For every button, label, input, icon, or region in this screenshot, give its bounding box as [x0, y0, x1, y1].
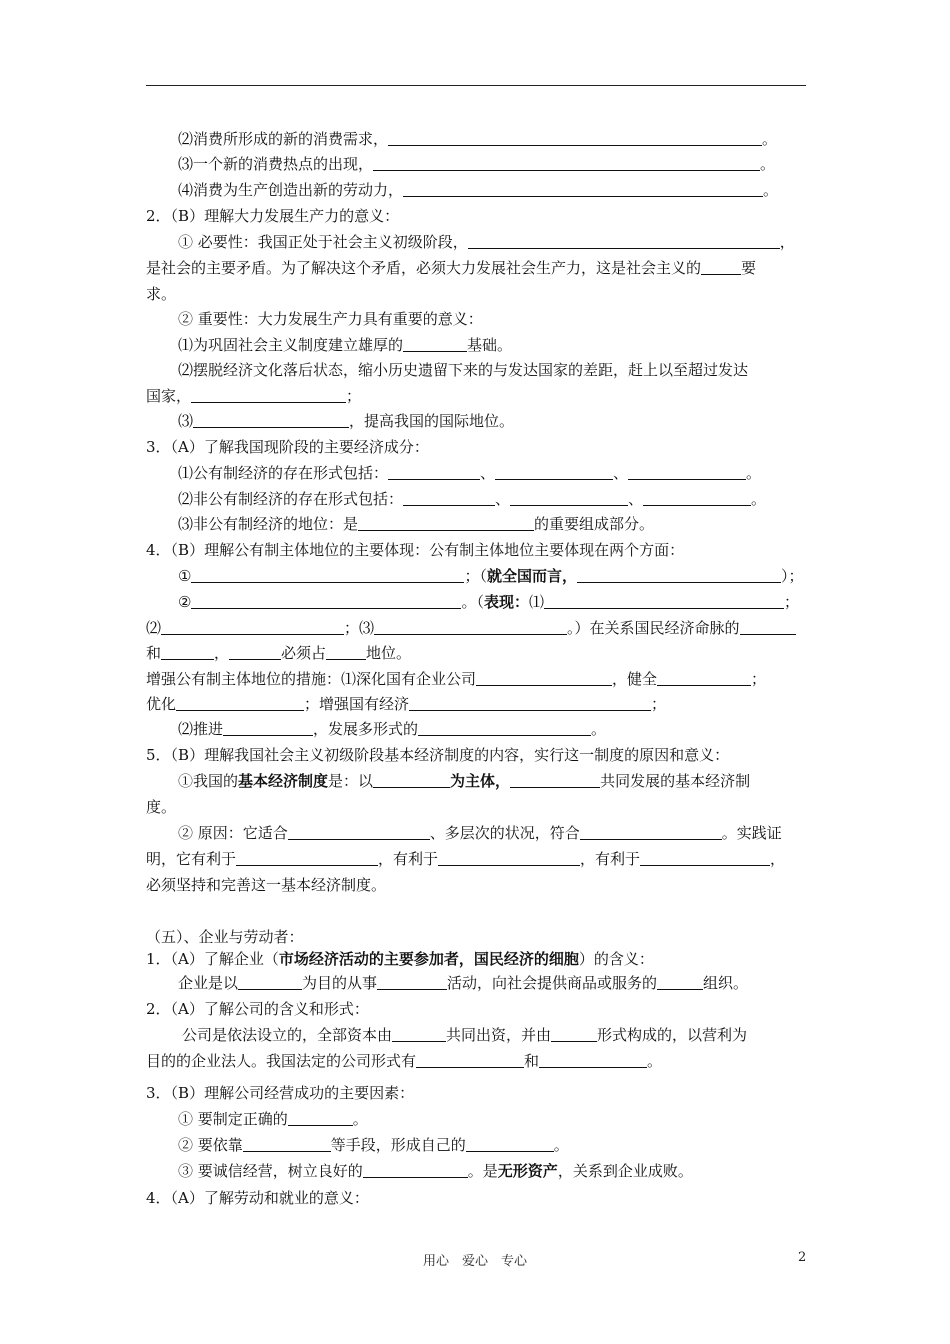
text-segment: ；（	[464, 567, 487, 585]
text-segment: 、	[628, 490, 644, 508]
text-segment: ① 要制定正确的	[178, 1110, 288, 1128]
text-line	[178, 180, 778, 200]
blank-line	[191, 388, 346, 403]
page-number: 2	[798, 1250, 807, 1265]
text-segment: ，	[770, 850, 786, 868]
text-line	[178, 335, 512, 355]
text-segment: 4．（A）了解劳动和就业的意义：	[146, 1189, 369, 1207]
blank-line	[176, 696, 304, 711]
page-footer: 用心 爱心 专心	[422, 1254, 527, 1269]
text-line	[146, 669, 766, 689]
text-segment: ② 要依靠	[178, 1136, 243, 1154]
blank-line	[551, 1027, 597, 1042]
text-segment: 基础。	[467, 336, 513, 354]
text-line	[146, 927, 304, 947]
text-line	[146, 643, 411, 663]
text-segment: 、	[480, 464, 496, 482]
text-segment: ；	[751, 670, 767, 688]
text-segment: ⑵	[146, 619, 162, 637]
text-line	[178, 360, 748, 380]
blank-line	[388, 131, 762, 146]
blank-line	[640, 851, 770, 866]
text-segment: 。	[763, 181, 779, 199]
blank-line	[373, 156, 760, 171]
text-segment: ⑶一个新的消费热点的出现，	[178, 155, 374, 173]
text-segment: 必须坚持和完善这一基本经济制度。	[146, 876, 387, 894]
text-line	[178, 823, 782, 843]
blank-line	[191, 594, 461, 609]
text-segment: ⑶非公有制经济的地位：是	[178, 515, 359, 533]
text-segment: 1．（A）了解企业（	[146, 950, 279, 968]
blank-line	[701, 260, 741, 275]
text-segment: （五）、企业与劳动者：	[146, 928, 304, 946]
blank-line	[657, 671, 751, 686]
blank-line	[416, 1053, 524, 1068]
text-line	[178, 592, 799, 612]
blank-line	[403, 491, 495, 506]
text-segment: 4．（B）理解公有制主体地位的主要体现：公有制主体地位主要体现在两个方面：	[146, 541, 685, 559]
text-line	[146, 797, 176, 817]
text-segment: 公司是依法设立的，全部资本由	[182, 1026, 393, 1044]
bold-text: 为主体，	[450, 772, 511, 790]
text-line	[178, 411, 514, 431]
blank-line	[628, 465, 746, 480]
text-line	[178, 1109, 368, 1129]
text-line	[146, 618, 796, 638]
text-segment: 。	[352, 1110, 368, 1128]
text-line	[178, 771, 750, 791]
text-line	[178, 232, 795, 252]
blank-line	[403, 337, 467, 352]
text-segment: ）；	[780, 567, 804, 585]
text-line	[146, 1188, 369, 1208]
blank-line	[358, 516, 534, 531]
text-segment: ⑵消费所形成的新的消费需求，	[178, 130, 389, 148]
text-segment: ，	[214, 644, 230, 662]
blank-line	[409, 696, 651, 711]
text-segment: ⑴	[528, 593, 544, 611]
text-segment: 和	[524, 1052, 540, 1070]
text-line	[178, 129, 777, 149]
text-segment: ② 原因：它适合	[178, 824, 288, 842]
text-segment: ①	[178, 567, 192, 585]
text-segment: 形式构成的，以营利为	[597, 1026, 748, 1044]
text-segment: ，有利于	[580, 850, 641, 868]
text-segment: ②	[178, 593, 192, 611]
blank-line	[476, 671, 612, 686]
blank-line	[577, 568, 781, 583]
blank-line	[236, 851, 378, 866]
blank-line	[288, 825, 430, 840]
text-segment: 度。	[146, 798, 177, 816]
text-segment: ，健全	[612, 670, 658, 688]
text-segment: 优化	[146, 695, 177, 713]
text-segment: ；⑶	[344, 619, 375, 637]
text-segment: ，关系到企业成败。	[557, 1162, 693, 1180]
text-segment: ；	[346, 387, 362, 405]
text-segment: ③ 要诚信经营，树立良好的	[178, 1162, 363, 1180]
text-line	[146, 999, 369, 1019]
text-segment: ①我国的	[178, 772, 239, 790]
blank-line	[161, 620, 344, 635]
text-segment: ，	[779, 233, 795, 251]
text-segment: 。（	[461, 593, 484, 611]
text-segment: 活动，向社会提供商品或服务的	[447, 974, 658, 992]
text-segment: ⑵非公有制经济的存在形式包括：	[178, 490, 404, 508]
text-segment: 必须占	[281, 644, 327, 662]
blank-line	[418, 721, 591, 736]
blank-line	[388, 465, 480, 480]
text-segment: 明，它有利于	[146, 850, 237, 868]
blank-line	[740, 620, 796, 635]
text-segment: ⑶	[178, 412, 194, 430]
text-segment: 。	[647, 1052, 663, 1070]
bold-text: 无形资产	[497, 1162, 558, 1180]
text-segment: 国家，	[146, 387, 192, 405]
blank-line	[161, 645, 214, 660]
blank-line	[468, 234, 780, 249]
text-segment: 是社会的主要矛盾。为了解决这个矛盾，必须大力发展社会生产力，这是社会主义的	[146, 259, 702, 277]
text-line	[146, 1083, 414, 1103]
text-line	[146, 1051, 662, 1071]
text-segment: ）的含义：	[578, 950, 654, 968]
blank-line	[510, 773, 600, 788]
text-segment: ⑵推进	[178, 720, 224, 738]
blank-line	[223, 721, 313, 736]
blank-line	[238, 975, 302, 990]
text-segment: ，有利于	[378, 850, 439, 868]
blank-line	[377, 975, 447, 990]
text-segment: 组织。	[703, 974, 749, 992]
text-line	[178, 1135, 569, 1155]
text-segment: 5．（B）理解我国社会主义初级阶段基本经济制度的内容，实行这一制度的原因和意义：	[146, 746, 730, 764]
text-segment: ，发展多形式的	[313, 720, 419, 738]
text-segment: ；增强国有经济	[304, 695, 410, 713]
text-segment: 和	[146, 644, 162, 662]
text-line	[146, 386, 361, 406]
text-line	[146, 206, 399, 226]
text-segment: ⑵摆脱经济文化落后状态，缩小历史遗留下来的与发达国家的差距，赶上以至超过发达	[178, 361, 749, 379]
text-segment: 。）在关系国民经济命脉的	[567, 619, 740, 637]
blank-line	[288, 1111, 353, 1126]
blank-line	[438, 851, 580, 866]
text-segment: 为目的从事	[302, 974, 378, 992]
blank-line	[229, 645, 281, 660]
text-segment: 。实践证	[721, 824, 782, 842]
text-line	[178, 489, 766, 509]
text-segment: ；	[784, 593, 800, 611]
blank-line	[403, 182, 763, 197]
blank-line	[495, 465, 613, 480]
text-segment: 等手段，形成自己的	[330, 1136, 466, 1154]
text-segment: 。是	[467, 1162, 498, 1180]
text-line	[178, 719, 606, 739]
text-line	[178, 566, 804, 586]
blank-line	[193, 413, 349, 428]
text-line	[178, 154, 775, 174]
text-segment: 、多层次的状况，符合	[429, 824, 580, 842]
text-segment: 。	[553, 1136, 569, 1154]
text-segment: 目的的企业法人。我国法定的公司形式有	[146, 1052, 417, 1070]
blank-line	[363, 1163, 468, 1178]
text-segment: 。	[751, 490, 767, 508]
text-segment: 。	[762, 130, 778, 148]
text-segment: 。	[760, 155, 776, 173]
blank-line	[580, 825, 722, 840]
text-segment: 的重要组成部分。	[534, 515, 655, 533]
text-segment: ② 重要性：大力发展生产力具有重要的意义：	[178, 310, 483, 328]
text-segment: 企业是以	[178, 974, 239, 992]
text-segment: 求。	[146, 285, 177, 303]
blank-line	[191, 568, 464, 583]
text-line	[146, 949, 654, 969]
text-segment: 地位。	[366, 644, 412, 662]
text-segment: ⑷消费为生产创造出新的劳动力，	[178, 181, 404, 199]
text-line	[146, 258, 756, 278]
text-segment: 2．（A）了解公司的含义和形式：	[146, 1000, 369, 1018]
text-segment: ；	[651, 695, 667, 713]
text-segment: 3．（B）理解公司经营成功的主要因素：	[146, 1084, 415, 1102]
text-segment: 、	[495, 490, 511, 508]
blank-line	[243, 1137, 331, 1152]
text-line	[146, 875, 386, 895]
text-line	[178, 973, 748, 993]
bold-text: 基本经济制度	[238, 772, 329, 790]
text-line	[182, 1025, 747, 1045]
header-rule	[146, 85, 806, 86]
text-segment: ① 必要性：我国正处于社会主义初级阶段，	[178, 233, 468, 251]
blank-line	[657, 975, 703, 990]
text-segment: 3．（A）了解我国现阶段的主要经济成分：	[146, 438, 429, 456]
text-line	[146, 284, 176, 304]
text-segment: 要	[741, 259, 757, 277]
text-line	[146, 437, 429, 457]
text-segment: 共同出资，并由	[446, 1026, 552, 1044]
text-line	[178, 1161, 693, 1181]
text-line	[146, 849, 785, 869]
text-segment: 。	[591, 720, 607, 738]
bold-text: 市场经济活动的主要参加者，国民经济的细胞	[278, 950, 579, 968]
text-segment: 共同发展的基本经济制	[600, 772, 751, 790]
blank-line	[373, 773, 450, 788]
blank-line	[392, 1027, 446, 1042]
blank-line	[643, 491, 751, 506]
text-line	[178, 514, 654, 534]
text-line	[146, 694, 666, 714]
text-segment: 是：以	[328, 772, 374, 790]
blank-line	[544, 594, 784, 609]
blank-line	[466, 1137, 554, 1152]
text-segment: 2．（B）理解大力发展生产力的意义：	[146, 207, 400, 225]
text-segment: 。	[746, 464, 762, 482]
text-line	[178, 463, 761, 483]
text-segment: 、	[613, 464, 629, 482]
blank-line	[326, 645, 366, 660]
text-line	[146, 745, 729, 765]
text-segment: ⑴公有制经济的存在形式包括：	[178, 464, 389, 482]
text-segment: 增强公有制主体地位的措施：⑴深化国有企业公司	[146, 670, 477, 688]
text-segment: ，提高我国的国际地位。	[349, 412, 515, 430]
text-line	[178, 309, 483, 329]
bold-text: 表现：	[483, 593, 529, 611]
blank-line	[510, 491, 628, 506]
text-line	[146, 540, 684, 560]
blank-line	[539, 1053, 647, 1068]
blank-line	[374, 620, 567, 635]
bold-text: 就全国而言，	[486, 567, 577, 585]
text-segment: ⑴为巩固社会主义制度建立雄厚的	[178, 336, 404, 354]
